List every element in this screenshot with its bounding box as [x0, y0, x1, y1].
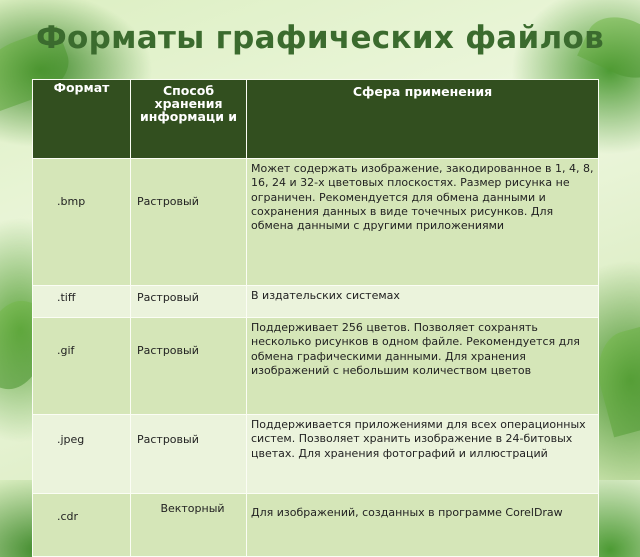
scope-cell: Поддерживает 256 цветов. Позволяет сохранять несколько рисунков в одном файле. Рекомендуется для обмена графическими данными. Для хранения изображений с небольшим количеством цветов: [247, 318, 599, 415]
storage-cell: Растровый: [131, 159, 247, 286]
table-row: [33, 286, 599, 318]
format-cell: .gif: [33, 318, 131, 415]
storage-cell: Растровый: [131, 286, 247, 318]
table-header-row: [33, 80, 599, 159]
scope-cell: В издательских системах: [247, 286, 599, 318]
slide-title: Форматы графических файлов: [35, 20, 605, 56]
table-row: [33, 494, 599, 557]
header-storage-method: Способ хранения информаци и: [131, 80, 247, 159]
storage-cell: Растровый: [131, 415, 247, 494]
formats-table: [32, 79, 599, 557]
format-cell: .bmp: [33, 159, 131, 286]
format-cell: .jpeg: [33, 415, 131, 494]
scope-cell: Поддерживается приложениями для всех операционных систем. Позволяет хранить изображение в 24-битовых цветах. Для хранения фотографий и иллюстраций: [247, 415, 599, 494]
storage-cell: Векторный: [131, 494, 247, 557]
storage-cell: Растровый: [131, 318, 247, 415]
scope-cell: Для изображений, созданных в программе CorelDraw: [247, 494, 599, 557]
scope-cell: Может содержать изображение, закодированное в 1, 4, 8, 16, 24 и 32-х цветовых плоскостях. Размер рисунка не ограничен. Рекомендуется для обмена данными и сохранения данных в виде точечных рисунков. Для обмена данными с другими приложениями: [247, 159, 599, 286]
table-row: [33, 415, 599, 494]
format-cell: .cdr: [33, 494, 131, 557]
table-row: [33, 318, 599, 415]
table-row: [33, 159, 599, 286]
header-application-scope: Сфера применения: [247, 80, 599, 159]
format-cell: .tiff: [33, 286, 131, 318]
header-format: Формат: [33, 80, 131, 159]
